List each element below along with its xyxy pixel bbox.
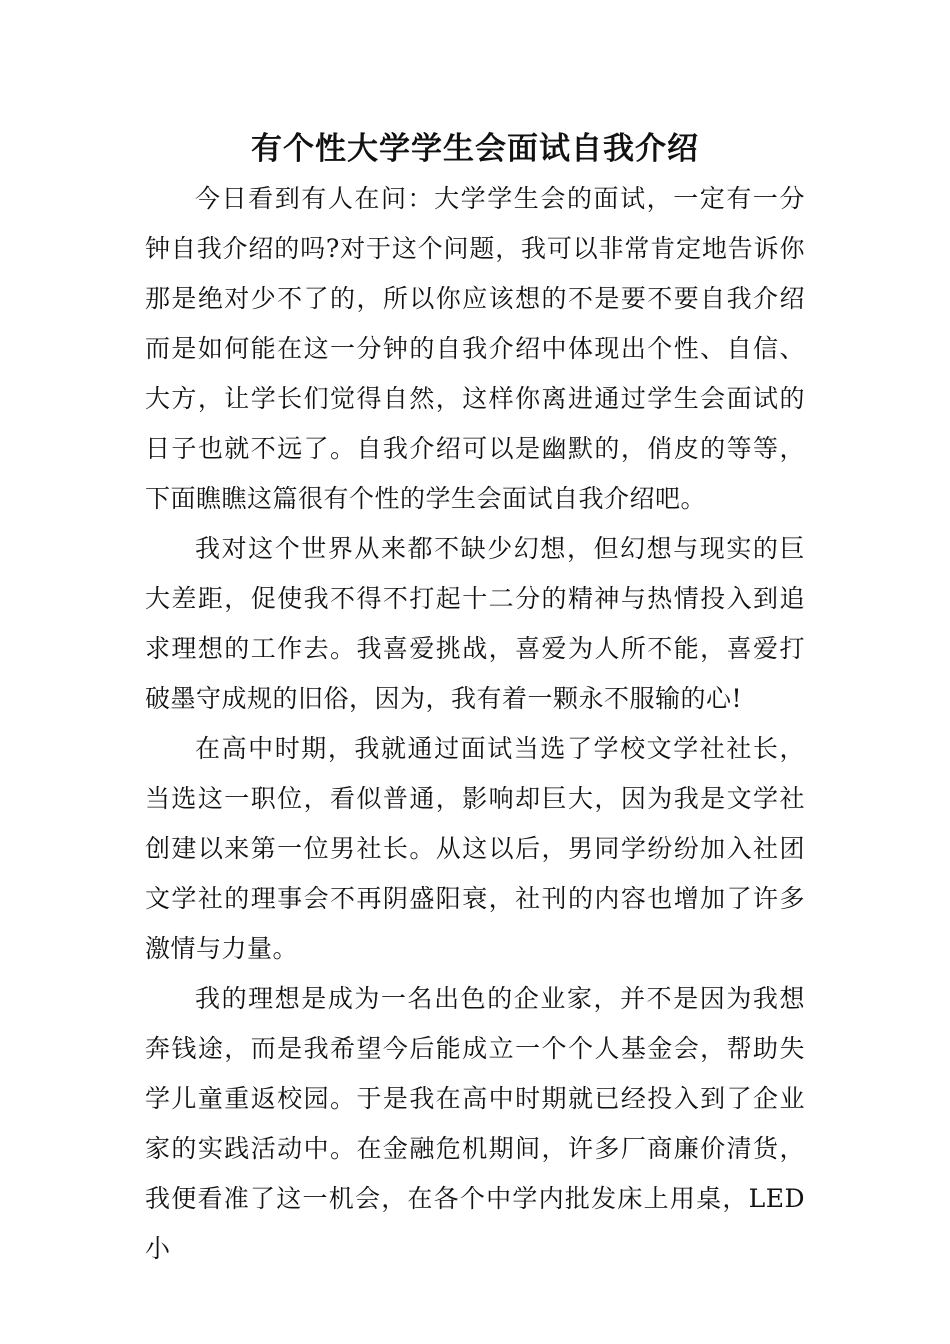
document-title: 有个性大学学生会面试自我介绍: [251, 131, 699, 167]
document-body: [145, 174, 805, 1274]
paragraph-3: 在高中时期，我就通过面试当选了学校文学社社长，当选这一职位，看似普通，影响却巨大，因为我是文学社创建以来第一位男社长。从这以后，男同学纷纷加入社团文学社的理事会不再阴盛阳衰，社刊的内容也增加了许多激情与力量。: [145, 734, 805, 963]
paragraph-1: 今日看到有人在问：大学学生会的面试，一定有一分钟自我介绍的吗?对于这个问题，我可以非常肯定地告诉你那是绝对少不了的，所以你应该想的不是要不要自我介绍而是如何能在这一分钟的自我介绍中体现出个性、自信、大方，让学长们觉得自然，这样你离进通过学生会面试的日子也就不远了。自我介绍可以是幽默的，俏皮的等等，下面瞧瞧这篇很有个性的学生会面试自我介绍吧。: [145, 184, 805, 513]
paragraph-4: 我的理想是成为一名出色的企业家，并不是因为我想奔钱途，而是我希望今后能成立一个个人基金会，帮助失学儿童重返校园。于是我在高中时期就已经投入到了企业家的实践活动中。在金融危机期间，许多厂商廉价清货，我便看准了这一机会，在各个中学内批发床上用桌，LED小: [145, 984, 805, 1263]
paragraph-2: 我对这个世界从来都不缺少幻想，但幻想与现实的巨大差距，促使我不得不打起十二分的精神与热情投入到追求理想的工作去。我喜爱挑战，喜爱为人所不能，喜爱打破墨守成规的旧俗，因为，我有着一颗永不服输的心!: [145, 534, 805, 713]
